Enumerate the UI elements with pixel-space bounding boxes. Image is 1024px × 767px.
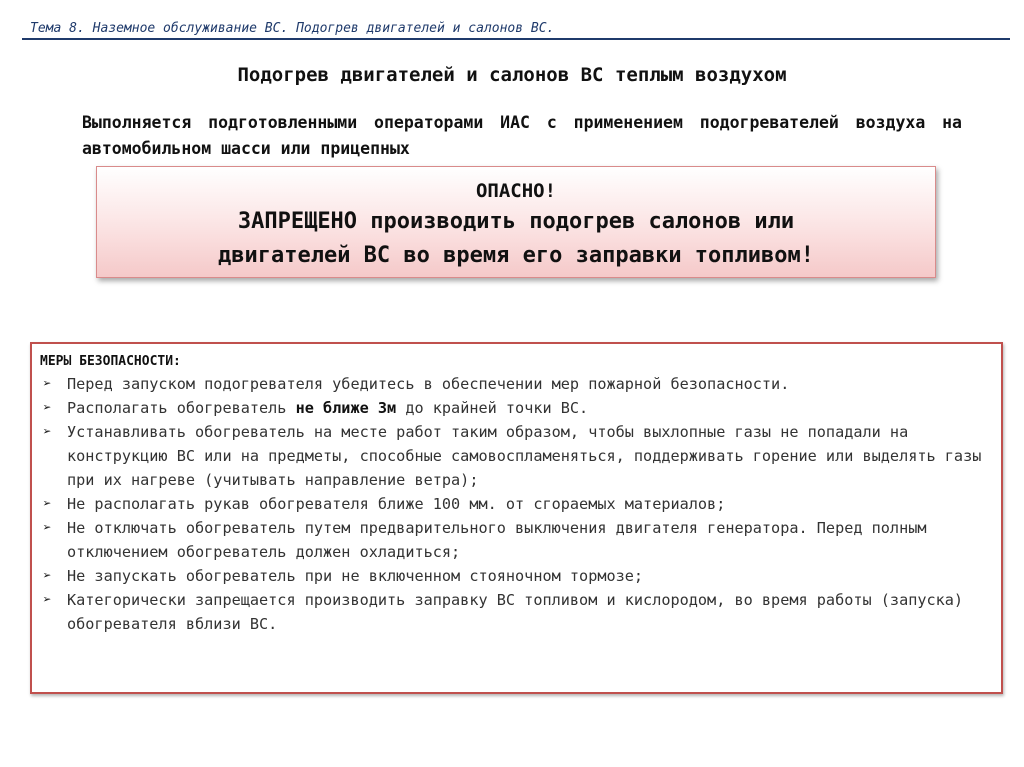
arrow-bullet-icon: ➢ — [43, 520, 52, 536]
safety-item-text: Перед запуском подогревателя убедитесь в обеспечении мер пожарной безопасности. — [67, 375, 790, 393]
slide-title: Подогрев двигателей и салонов ВС теплым воздухом — [237, 64, 787, 86]
intro-paragraph: Выполняется подготовленными операторами ИАС с применением подогревателей воздуха на автомобильном шасси или прицепных — [82, 113, 962, 158]
arrow-bullet-icon: ➢ — [43, 592, 52, 608]
safety-item-5 — [40, 516, 1001, 564]
safety-list — [40, 372, 1001, 636]
warning-heading: ОПАСНО! — [475, 180, 557, 202]
safety-item-2 — [40, 396, 1001, 420]
arrow-bullet-icon: ➢ — [43, 568, 52, 584]
warning-text-line-1: ЗАПРЕЩЕНО производить подогрев салонов или — [237, 209, 795, 234]
warning-text-line-2: двигателей ВС во время его заправки топливом! — [217, 243, 815, 268]
arrow-bullet-icon: ➢ — [43, 496, 52, 512]
safety-item-text: Устанавливать обогреватель на месте работ таким образом, чтобы выхлопные газы не попадали на конструкцию ВС или на предметы, способные самовоспламеняться, поддерживать горение или выделять газы при их нагреве (учитывать направление ветра); — [67, 423, 982, 489]
arrow-bullet-icon: ➢ — [43, 424, 52, 440]
danger-warning-box — [96, 166, 936, 278]
safety-item-text: Не располагать рукав обогревателя ближе 100 мм. от сгораемых материалов; — [67, 495, 726, 513]
safety-item-6 — [40, 564, 1001, 588]
safety-item-emphasis: не ближе 3м — [295, 399, 397, 417]
arrow-bullet-icon: ➢ — [43, 400, 52, 416]
safety-item-text: Категорически запрещается производить заправку ВС топливом и кислородом, во время работы (запуска) обогревателя вблизи ВС. — [67, 591, 964, 633]
safety-item-text: Не отключать обогреватель путем предварительного выключения двигателя генератора. Перед полным отключением обогреватель должен охладиться; — [67, 519, 927, 561]
safety-item-1 — [40, 372, 1001, 396]
safety-item-7 — [40, 588, 1001, 636]
header-divider — [22, 38, 1010, 40]
safety-item-4 — [40, 492, 1001, 516]
safety-measures-box — [30, 342, 1003, 694]
safety-item-text: Располагать обогреватель — [67, 399, 296, 417]
safety-item-text: Не запускать обогреватель при не включенном стояночном тормозе; — [67, 567, 644, 585]
safety-heading: МЕРЫ БЕЗОПАСНОСТИ: — [40, 354, 181, 369]
arrow-bullet-icon: ➢ — [43, 376, 52, 392]
slide-topic-header: Тема 8. Наземное обслуживание ВС. Подогрев двигателей и салонов ВС. — [30, 21, 555, 36]
safety-item-3 — [40, 420, 1001, 492]
safety-item-text-tail: до крайней точки ВС. — [396, 399, 589, 417]
